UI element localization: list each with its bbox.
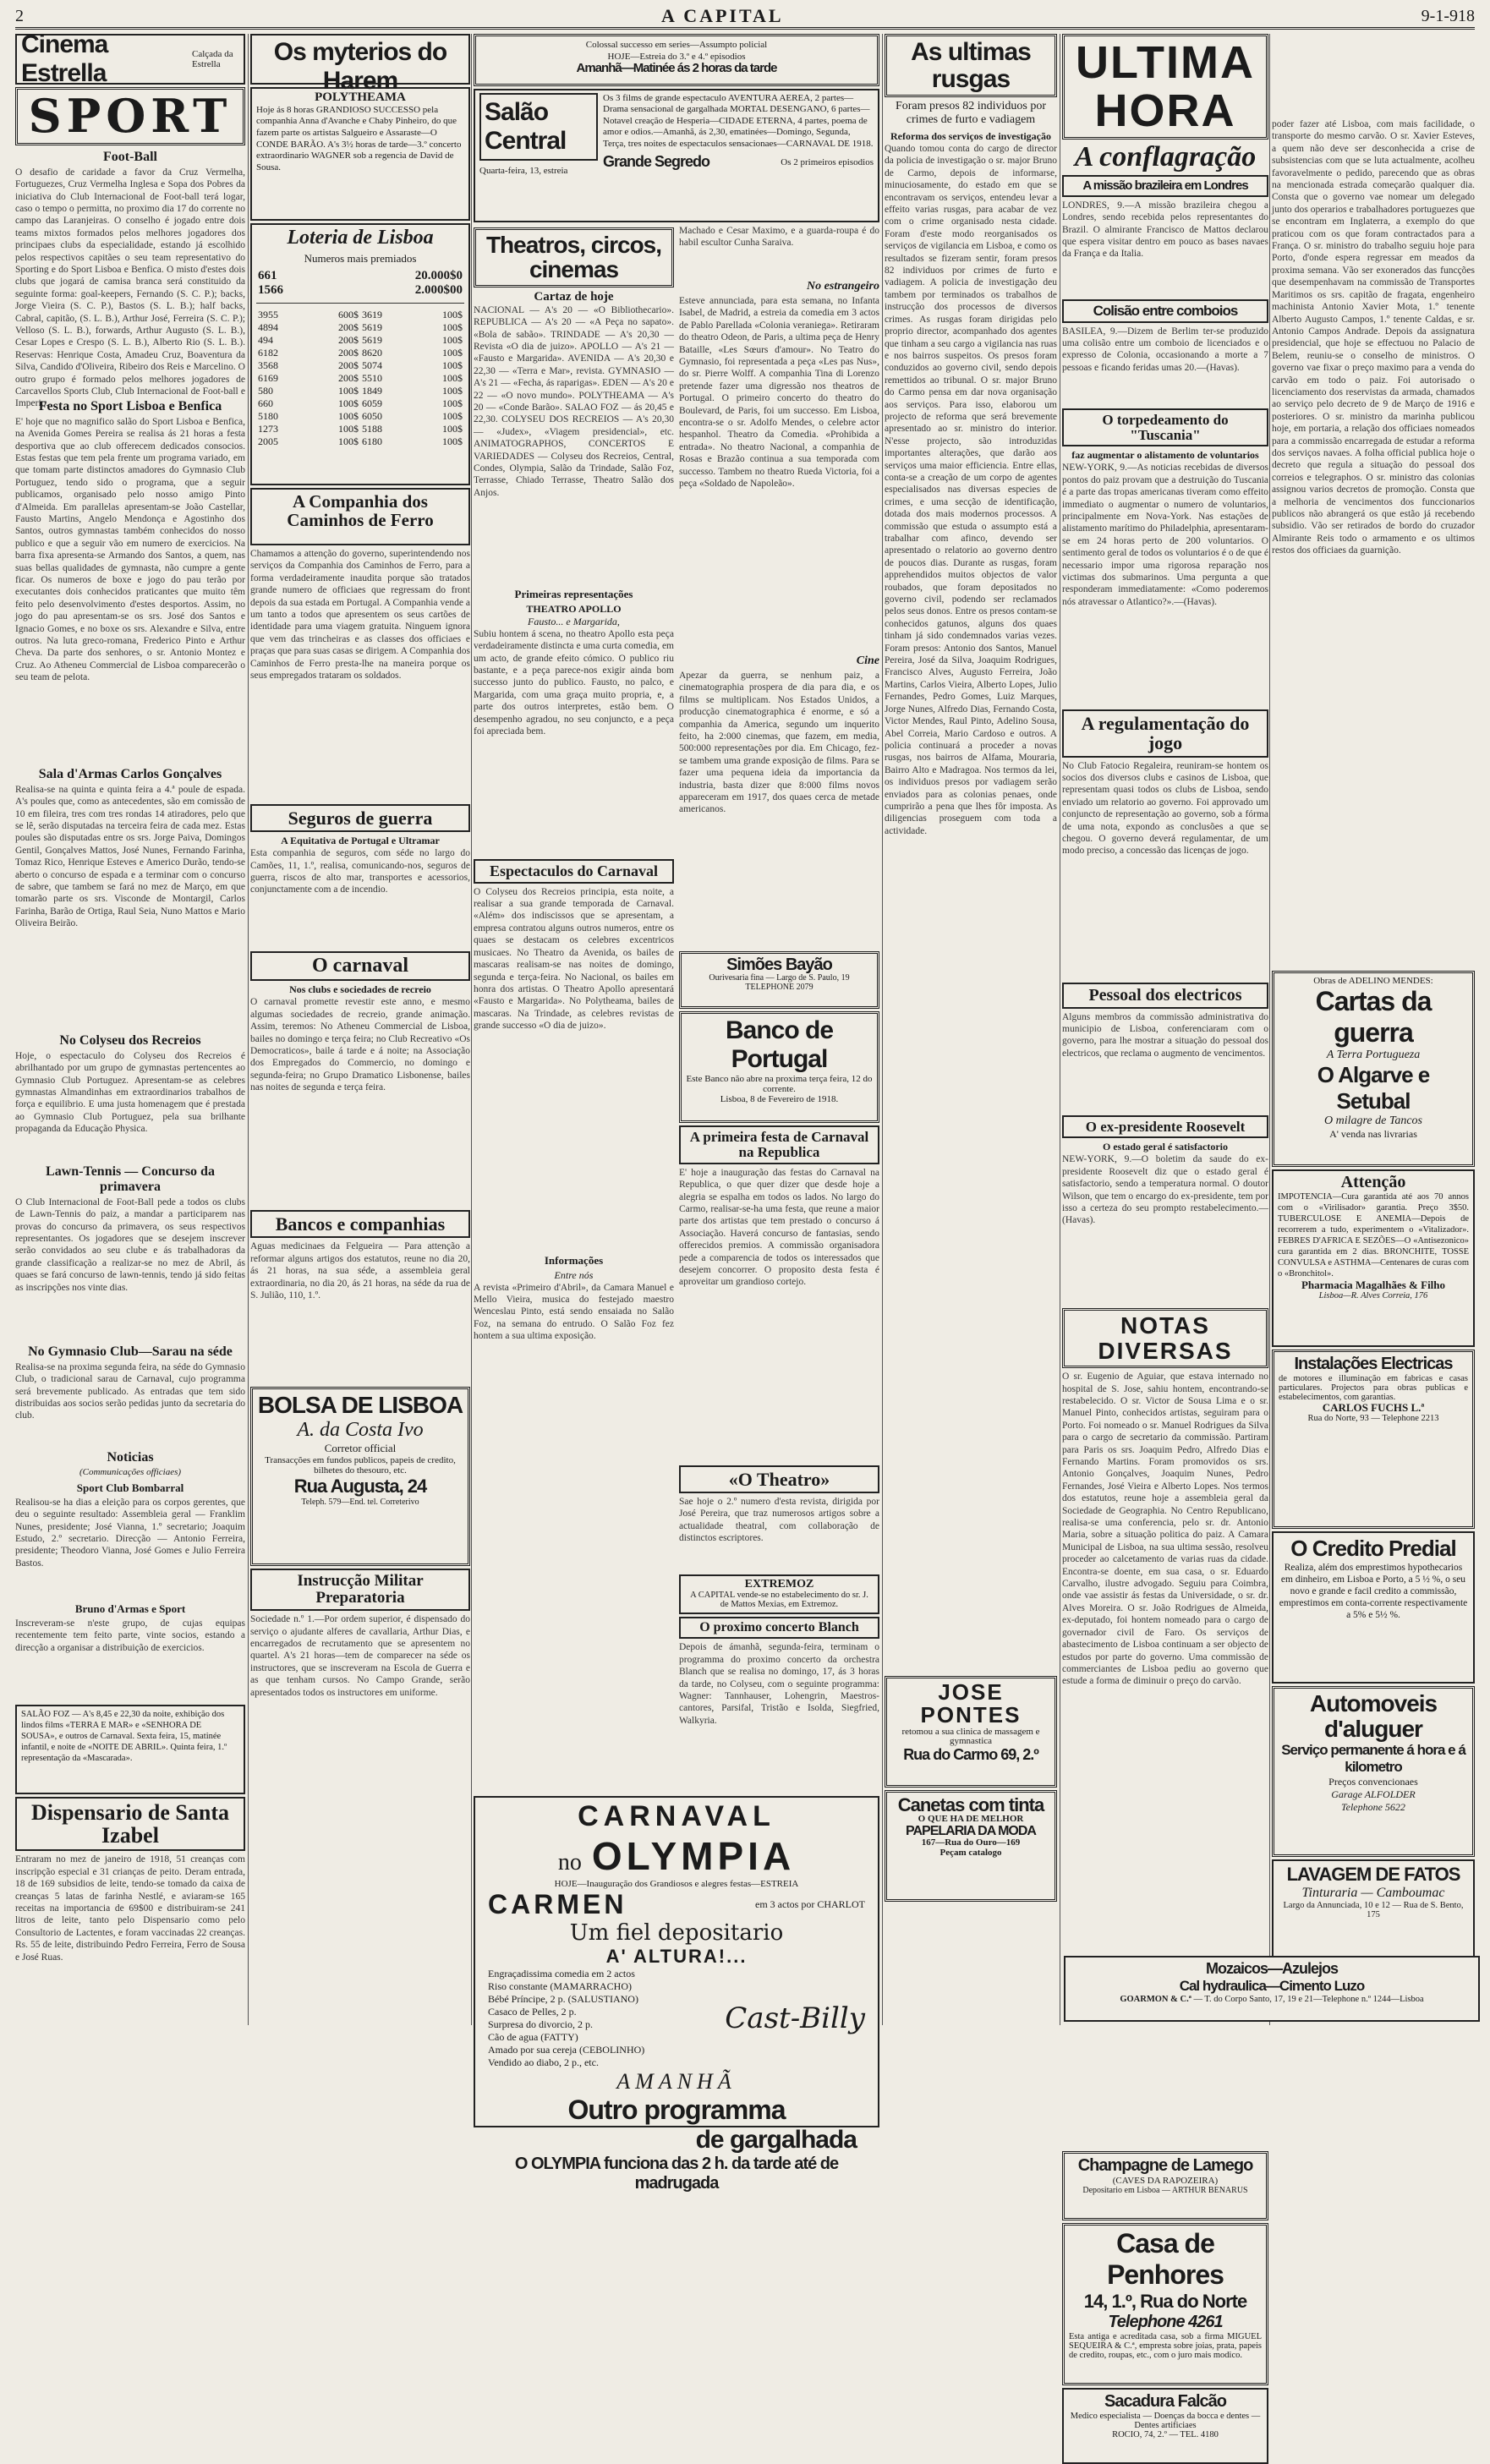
attencao-text: IMPOTENCIA—Cura garantida até aos 70 annos com o «Virilisador» garantia. Preço 3$50. TUBERCULOSE E ANEMIA—Depois de recorrerem a tudo, experimentem o «Vitalizador». FEBRES D'AFRICA E SEZÕES—O «Antisezonico» cura garantida em 2 dias. BRONCHITE, TOSSE CONVULSA e ASTHMA—Centenares de curas com o «Bronchitol». (1278, 1192, 1469, 1279)
table-cell: 661 (258, 269, 277, 283)
roosevelt-subtitle: O estado geral é satisfactorio (1103, 1141, 1228, 1153)
companhia-text: Chamamos a attenção do governo, superintendendo nos serviços da Companhia dos Caminhos de Ferro, para a forma verdadeiramente inaudita porque são tratados grande numero de officiaes que regressam do front depois da sua estada em Portugal. A Companhia vende a um tanto a todos que apresentem os seus cartões de identidade para uma viagem gratuita. Ninguem ignora que vem das trincheiras e as classes dos officiaes e praças que para suas casas se dirigem. A Companhia dos Caminhos de Ferro presta-lhe na maneira porque os seus empregados trataram os soldados. (250, 549, 470, 682)
table-cell: 8620 (362, 347, 382, 359)
loteria-box (250, 223, 470, 485)
canetas-shop: PAPELARIA DA MODA (906, 1823, 1036, 1838)
festa-title: A primeira festa de Carnaval na Republica (679, 1125, 879, 1164)
cinema-line-2: HOJE—Estreia do 3.º e 4.º episodios (607, 52, 746, 62)
bolsa-firm: A. da Costa Ivo (297, 1419, 424, 1442)
cinema-place: Calçada da Estrella (192, 49, 233, 69)
sacadura-text: Medico especialista — Doenças da bocca e dentes — Dentes artificiaes (1070, 2412, 1261, 2431)
table-cell: 100$ (338, 423, 359, 435)
seguros-title: Seguros de guerra (250, 804, 470, 832)
sport-sub-gymnasio: No Gymnasio Club—Sarau na séde (28, 1344, 233, 1359)
issue-date: 9-1-918 (1421, 6, 1475, 25)
carnaval-cast: Cast-Billy (725, 2001, 865, 2036)
bolsa-ad (250, 1387, 470, 1566)
carnaval-col-subtitle: Nos clubs e sociedades de recreio (289, 983, 431, 996)
table-cell: 600$ (338, 309, 359, 321)
missao-title: A missão brazileira em Londres (1062, 175, 1268, 197)
carnaval-foot: O OLYMPIA funciona das 2 h. da tarde até de madrugada (514, 2155, 839, 2193)
table-cell: 2005 (258, 435, 278, 448)
sacadura-title: Sacadura Falcão (1104, 2392, 1226, 2412)
programme-item: Bébé Príncipe, 2 p. (SALUSTIANO) (488, 1993, 638, 2006)
table-cell: 200$ (338, 334, 359, 347)
colisao-text: BASILEA, 9.—Dizem de Berlim ter-se produzido uma colisão entre um comboio de licenciados e o expresso de Colonia, occasionando a morte a 7 pessoas e ficando feridas umas 20.—(Havas). (1062, 326, 1268, 373)
table-cell: 100$ (338, 397, 359, 410)
table-cell: 5188 (362, 423, 382, 435)
column-4 (885, 34, 1057, 2025)
jose-pontes-title: JOSE PONTES (920, 1679, 1022, 1728)
table-cell: 100$ (442, 423, 463, 435)
sport-text-7: Realisou-se ha dias a eleição para os corpos gerentes, que deu o seguinte resultado: Assembleia geral — Franklim Nunes, presidente; José Vianna, 1.º secretario; Joaquim Estudo, 2.º secretario. Direcção — Antonio Ferreira, presidente; Theodoro Vianna, José Gomes e Julio Ferreira Bastos. (15, 1497, 245, 1569)
loteria-title: Loteria de Lisboa (287, 227, 434, 249)
table-cell: 100$ (338, 435, 359, 448)
column-3 (474, 34, 879, 2193)
table-cell: 6169 (258, 372, 278, 385)
mozaicos-line: Cal hydraulica—Cimento Luzo (1179, 1978, 1365, 1994)
salao-central-text: Os 3 films de grande espectaculo AVENTURA AEREA, 2 partes—Drama sensacional de gargalhada MORTAL DESENGANO, 6 partes—Notavel creação de Hesperia—CIDADE ETERNA, 4 partes, poema de amor e odios.—Amanhã, ás 2,30, ematinées—Domingo, Segunda, Terça, tres noites de espectaculos sensacionaes—CARNAVAL DE 1918. (603, 93, 874, 149)
espectaculos-title: Espectaculos do Carnaval (474, 859, 674, 884)
harem-ad (250, 34, 470, 95)
theatros-subtitle: Cartaz de hoje (534, 289, 614, 304)
cinema-line-3: Amanhã—Matinée ás 2 horas da tarde (576, 61, 777, 75)
instrucao-title: Instrucção Militar Preparatoria (250, 1569, 470, 1611)
polytheama-title: POLYTHEAMA (315, 90, 406, 104)
jose-pontes-line: retomou a sua clinica de massagem e gymnastica (901, 1726, 1040, 1747)
notas-text: O sr. Eugenio de Aguiar, que estava internado no hospital de S. Jose, sahiu hontem, encontrando-se restabelecido. O sr. Victor de Sousa Lima e o sr. Manuel Pinto, conhecidos artistas, seguiram para o Porto. Foi nomeado o sr. Manuel Rodrigues da Silva para o cargo de secretario da commissão. Partiram para Paris os srs. Joaquim Pedro, Alfredo Dias e Fernando Martins. Foram promovidos os srs. Antonio Gonçalves, Joaquim Nunes, Pedro Fernandes, José Vieira e Alberto Lopes. Nos termos dos estatutos, reune hoje a assembleia geral da Sociedade de Geographia. No Centro Republicano, realisa-se uma conferencia, pelo sr. dr. Antonio Maria, sobre a situação politica do paiz. A Camara Municipal de Lisboa, na sua ultima sessão, resolveu proceder ao calcetamento de varias ruas da cidade. Encontra-se doente, em sua casa, o sr. Eduardo Carvalho, ilustre advogado. Seguiu para Coimbra, onde vae assistir ás festas da Universidade, o sr. dr. Alves Moreira. O sr. João Rodrigues de Almeida, ex-deputado, foi hontem nomeado para o cargo de governador civil de Faro. Os serviços de abastecimento de Lisboa continuam a ser objecto de estudos por parte do governo. Uma commissão de commerciantes de Lisboa pediu ao governo que estude a forma de diminuir o preço do carvão. (1062, 1372, 1268, 1687)
automoveis-title: Automoveis d'aluguer (1309, 1690, 1438, 1742)
table-cell: 200$ (338, 359, 359, 372)
theatro-title: «O Theatro» (679, 1465, 879, 1493)
instalacoes-firm: CARLOS FUCHS L.ª (1322, 1401, 1425, 1414)
table-cell: 100$ (442, 321, 463, 334)
harem-film-title: Os myterios do Harem (273, 38, 447, 95)
carnaval-line: HOJE—Inauguração dos Grandiosos e alegres festas—ESTREIA (554, 1879, 799, 1890)
table-row (256, 385, 464, 397)
obras-title-2: A Terra Portugueza (1326, 1049, 1421, 1061)
canetas-ad (885, 1790, 1057, 1902)
rusgas-text: Quando tomou conta do cargo de director da policia de investigação o sr. major Bruno de Carmo, depois de informarse, minuciosamente, do estado em que se encontravam os serviços, entendeu levar a effeito varias rusgas, para acabar de vez com o crime organisado nesta cidade. Foram d'este modo reorganisados os serviços de vigilancia em Lisboa, e como os resultados se fizeram sentir, foram presos 82 individuos por crimes de furto e vadiagem. A policia de investigação deu tambem por terminados os trabalhos de instrucção dos processos de diversos crimes. As rusgas foram dirigidas pelo proprio director, acompanhado dos agentes que tinham a seu cargo a vigilancia nas ruas e nos bairros suspeitos. Os presos foram conduzidos ao governo civil, sendo depois remettidos ao tribunal. O sr. major Bruno do Carmo pensa em dar nova organisação aos serviços. Para isso, elaborou um projecto de reforma que será brevemente apresentado ao sr. ministro do interior. N'esse projecto, são introduzidas importantes alterações, que darão aos serviços uma maior efficiencia. Entre ellas, conta-se a creação de um corpo de agentes especialisados nas diversas especies de crimes, e uma secção de identificação, dotada dos mais modernos processos. A commissão que estuda o assumpto está a trabalhar com afinco, devendo ser apresentado o relatorio ao governo dentro de poucos dias. Durante as rusgas, foram apprehendidos muitos objectos de valor roubados, que foram depositados no governo civil, podendo ser reclamados pelos seus donos. Entre os presos contam-se conhecidos gatunos, alguns dos quaes tinham já sido condemnados varias vezes. Foram presos: Antonio dos Santos, Manuel Pereira, José da Silva, Joaquim Rodrigues, Francisco Alves, Augusto Ferreira, João Martins, Carlos Vieira, Alberto Lopes, Julio Fernandes, Pedro Gomes, Luiz Marques, Jorge Nunes, Alfredo Dias, Fernando Costa, Victor Mendes, Raul Pinto, Adelino Sousa, Abel Correia, Mario Cardoso e outros. A policia continuará a proceder a novas rusgas, nos bairros de Alfama, Mouraria, Bairro Alto e Madragoa. Nos termos da lei, os individuos presos por vadiagem serão enviados para as colonias penaes, onde cumprirão a pena que lhes fôr imposta. As diligencias proseguem com toda a actividade. (885, 144, 1057, 836)
estrangeiro-title: No estrangeiro (807, 280, 879, 293)
attencao-pharmacy: Pharmacia Magalhães & Filho (1301, 1279, 1446, 1291)
primeiras-title: Primeiras representações (514, 587, 633, 600)
programme-item: Cão de agua (FATTY) (488, 2031, 578, 2044)
automoveis-garage: Garage ALFOLDER (1331, 1788, 1416, 1800)
ultima-hora-subtitle: A conflagração (1074, 141, 1257, 173)
sport-sub-benfica: Festa no Sport Lisboa e Benfica (38, 398, 222, 413)
instalacoes-ad (1272, 1350, 1475, 1529)
carnaval-gargalhada: de gargalhada (695, 2126, 857, 2155)
sport-text-4: Hoje, o espectaculo do Colyseu dos Recreios é abrilhantado por um grupo de gymnastas pertencentes ao Gymnasio Club Portuguez. Apresentam-se as celebres gymnastas Almandinhas em extraordinarios trabalhos de força e equilibrio. E uma justa homenagem que é prestada ao Gymnasio Club Portuguez, pela sua brilhante propaganda da Educação Physica. (15, 1050, 245, 1135)
casa-penhores-text: Esta antiga e acreditada casa, sob a firma MIGUEL SEQUEIRA & C.ª, empresta sobre joias, prata, papeis de credito, roupas, etc., com o juro mais modico. (1069, 2332, 1262, 2361)
olympia-name: OLYMPIA (591, 1834, 796, 1879)
column-2 (250, 34, 470, 2025)
extremoz-text: A CAPITAL vende-se no estabelecimento do sr. J. de Mattos Mexias, em Extremoz. (690, 1591, 868, 1610)
canetas-address: 167—Rua do Ouro—169 (921, 1837, 1021, 1848)
sport-text-6: Realisa-se na proxima segunda feira, na séde do Gymnasio Club, o tradicional sarau de Carnaval, cujo programma será brevemente publicado. As entradas que tem sido distribuidas aos socios serão pedidas junto da secretaria do club. (15, 1361, 245, 1421)
loteria-subtitle: Numeros mais premiados (304, 252, 417, 266)
cine-text: Apezar da guerra, se nenhum paiz, a cinematographia prospera de dia para dia, e os films se multiplicam. Nos Estados Unidos, a producção cinematographica é enorme, e só a companhia da America, segundo um inquerito feito, ha 2:000 cinemas, que fazem, em media, 500:000 representações por dia. Em Chicago, fez-se tambem uma grande exposição de films. Para se fazer uma pequena ideia da importancia da industria, basta dizer que 8:000 films novos appareceram em 1917, dos quaes cerca de metade americanos. (679, 671, 879, 815)
informacoes-title: Informações (544, 1253, 604, 1267)
table-cell: 580 (258, 385, 273, 397)
informacoes-subtitle: Entre nós (554, 1268, 594, 1281)
primeiras-text: Subiu hontem á scena, no theatro Apollo esta peça verdadeiramente distincta e uma curta comedia, em um acto, de grande efeito cómico. O publico riu bastante, e a peça parece-nos exigir ainda bom successo junto do publico. Fausto, no palco, e Margarida, com uma graça muito propria, e, a parte dos outros interpretes, estão bem. O desempenho agradou, no seu conjuncto, e a peça foi apreciada bem. (474, 628, 674, 737)
table-cell: 200$ (338, 347, 359, 359)
sport-sub-colyseu: No Colyseu dos Recreios (59, 1032, 201, 1048)
salao-central-days: Quarta-feira, 13, estreia (479, 166, 568, 176)
table-row (256, 397, 464, 410)
table-cell: 100$ (442, 385, 463, 397)
carnaval-col-title: O carnaval (250, 951, 470, 981)
salao-central-title: Salão Central (479, 93, 598, 161)
casa-penhores-title: Casa de Penhores (1107, 2228, 1224, 2291)
table-row (256, 269, 464, 283)
lavagem-subtitle: Tinturaria — Camboumac (1301, 1886, 1445, 1900)
table-cell: 4894 (258, 321, 278, 334)
instalacoes-text: de motores e illuminação em fabricas e casas particulares. Projectos para obras publicas e estabelecimentos, com garantias. (1279, 1374, 1468, 1402)
carnaval-amanha: AMANHÃ (616, 2069, 737, 2094)
champagne-subtitle: (CAVES DA RAPOZEIRA) (1112, 2176, 1219, 2187)
table-row (256, 309, 464, 321)
column-1 (15, 30, 245, 2025)
companhia-title: A Companhia dos Caminhos de Ferro (250, 488, 470, 545)
table-cell: 2.000$00 (414, 283, 463, 298)
obras-pre: Obras de ADELINO MENDES: (1313, 976, 1433, 986)
roosevelt-text: NEW-YORK, 9.—O boletim da saude do ex-presidente Roosevelt diz que o estado geral é satisfactorio, sendo a temperatura normal. O doutor Wilson, que tem o encargo do ex-presidente, tem por isso a certeza do seu prompto restabelecimento.—(Havas). (1062, 1154, 1268, 1226)
sport-sub-sala-armas: Sala d'Armas Carlos Gonçalves (38, 766, 222, 781)
obras-ad (1272, 971, 1475, 1167)
carnaval-credit: em 3 actos por CHARLOT (755, 1898, 865, 1911)
theatro-text: Sae hoje o 2.º numero d'esta revista, dirigida por José Pereira, que traz numerosos artigos sobre a actualidade theatral, com collaboração de distinctos escriptores. (679, 1496, 879, 1543)
concerto-text: Depois de ámanhã, segunda-feira, terminam o programma do proximo concerto da orchestra Blanch que se realisa no domingo, 17, ás 3 horas da tarde, no Colyseu, com o seguinte programma: Wagner: Tannhauser, Lohengrin, Maestros-cantores, Parsifal, Tristão e Isolda, Siegfried, Walkyria. (679, 1642, 879, 1726)
lavagem-ad (1272, 1859, 1475, 1961)
cine-title: Cine (856, 654, 879, 667)
banco-title: Banco de Portugal (725, 1016, 834, 1073)
newspaper-name: A CAPITAL (661, 5, 784, 26)
table-cell: 20.000$0 (414, 269, 463, 283)
table-cell: 3955 (258, 309, 278, 321)
regulamentacao-title: A regulamentação do jogo (1062, 709, 1268, 757)
concerto-title: O proximo concerto Blanch (679, 1617, 879, 1640)
automoveis-ad (1272, 1686, 1475, 1857)
bolsa-title: BOLSA DE LISBOA (257, 1392, 463, 1419)
programme-item: Casaco de Pelles, 2 p. (488, 2006, 577, 2018)
rusgas-subtitle-2: Reforma dos serviços de investigação (890, 130, 1051, 142)
casa-penhores-address: 14, 1.º, Rua do Norte (1083, 2291, 1247, 2313)
attencao-ad (1272, 1169, 1475, 1347)
table-cell: 660 (258, 397, 273, 410)
table-cell: 100$ (338, 385, 359, 397)
champagne-title: Champagne de Lamego (1077, 2156, 1253, 2176)
loteria-numbers-table (256, 309, 464, 448)
mozaicos-ad (1064, 1956, 1480, 2022)
sport-sub-noticias: Noticias (107, 1449, 154, 1465)
mozaicos-title: Mozaicos—Azulejos (1205, 1960, 1339, 1977)
mozaicos-address: GOARMON & C.ª — T. do Corpo Santo, 17, 19 e 21—Telephone n.º 1244—Lisboa (1120, 1995, 1424, 2004)
simoes-ad (679, 951, 879, 1009)
sacadura-ad (1062, 2388, 1268, 2464)
instalacoes-title: Instalações Electricas (1294, 1355, 1453, 1373)
cinema-estrella-ad (15, 30, 245, 87)
electricos-title: Pessoal dos electricos (1062, 983, 1268, 1009)
table-cell: 3619 (362, 309, 382, 321)
table-row (256, 321, 464, 334)
simoes-title: Simões Bayão (726, 955, 832, 974)
table-cell: 100$ (442, 334, 463, 347)
table-row (256, 359, 464, 372)
cinema-line-1: Colossal successo em series—Assumpto policial (585, 40, 768, 50)
table-cell: 100$ (442, 359, 463, 372)
carnaval-alerta: A' ALTURA!... (605, 1946, 748, 1968)
estrangeiro-text: Esteve annunciada, para esta semana, no Infanta Isabel, de Madrid, a estreia da comedia em 3 actos de Pablo Parellada «Colonia veraniega». Retiraram do theatro Odeon, de Paris, a ultima peça de Henry Bataille, «Les Sœurs d'amour». No Teatro do Gymnasio, foi representada a peça «Les pas Nus», do sr. Pierre Wolff. A companhia Tina di Lorenzo pretende fazer uma digressão nos theatros de Portugal. O primeiro concerto do theatro do Boulevard, de Paris, foi um successo. Em Lisboa, encontra-se o sr. Adolfo Mendes, o celebre actor hespanhol. Theatro da Comedia. «Prohibida a entrada». No theatro Nacional, a companhia de Rosas e Brazão continua a sua temporada com successo. Tambem no theatro Rueda Victoria, foi a peça «Soldado de Napoleão». (679, 296, 879, 490)
sport-sub-football: Foot-Ball (103, 149, 157, 164)
espectaculos-text: O Colyseu dos Recreios principia, esta noite, a realisar a sua grande temporada de Carnaval. «Além» dos indiscissos que se apresentam, a empresa contratou alguns outros numeros, entre os quaes se destacam os celebres excentricos musicaes. No Theatro da Avenida, os bailes de mascaras realisam-se nas noites de domingo, segunda e terça-feira. No Nacional, os bailes em honra dos artistas. O Theatro Apollo apresentará «Fausto e Margarida». No Polytheama, bailes de mascaras. Na Trindade, as celebres revistas de grande successo «O dia de juizo». (474, 886, 674, 1032)
missao-text: LONDRES, 9.—A missão brazileira chegou a Londres, sendo recebida pelos representantes do Brazil. O almirante Francisco de Mattos declarou que espera visitar dentro em pouco as bases navaes da França e da Italia. (1062, 200, 1268, 260)
table-cell: 100$ (338, 410, 359, 423)
rusgas-title: As ultimas rusgas (885, 34, 1057, 97)
bancos-text: Aguas medicinaes da Felgueira — Para attenção a reformar alguns artigos dos estatutos, reune no dia 20, ás 21 horas, na sua séde, a assembleia geral extraordinaria, no dia 20, ás 21 horas, na séde da rua de S. Julião, 110, 1.º. (250, 1241, 470, 1300)
notas-title: NOTAS DIVERSAS (1062, 1308, 1268, 1368)
table-row (256, 423, 464, 435)
table-cell: 5180 (258, 410, 278, 423)
table-cell: 100$ (442, 397, 463, 410)
table-cell: 1566 (258, 283, 283, 298)
seguros-text: Esta companhia de seguros, com séde no largo do Camões, 11, 1.º, realisa, comunicando-nos, seguros de guerra, riscos de alto mar, transportes e acessorios, conjunctamente com a de incendio. (250, 848, 470, 895)
theatros-list: NACIONAL — A's 20 — «O Bibliothecario». REPUBLICA — A's 20 — «A Peça no sapato». «Bola de sabão». TRINDADE — A's 20,30 — Revista «O dia de juizo». APOLLO — A's 21 — «Fausto e Margarida». AVENIDA — A's 20,30 e 22,30 — «Terra e Mar», revista. GYMNASIO — A's 21 — «Fecha, ás raparigas». EDEN — A's 20 e 22 — «O novo mundo». POLYTHEAMA — A's 20 — «Conde Barão». SALAO FOZ — ás 20,45 e 22,30. COLYSEU DOS RECREIOS — A's 20,30 — «Judex», «Viagem presidencial», etc. ANIMATOGRAPHOS, CONCERTOS E VARIEDADES — Colyseu dos Recreios, Central, Condes, Olympia, Salão da Trindade, Salão Foz, Terrasse, Chiado Terrasse, Theatro Salão dos Anjos. (474, 304, 674, 498)
obras-title-4: O milagre de Tancos (1323, 1114, 1423, 1127)
table-cell: 1273 (258, 423, 278, 435)
column-5 (1062, 34, 1268, 2440)
table-cell: 6050 (362, 410, 382, 423)
programme-item: Riso constante (MAMARRACHO) (488, 1980, 632, 1993)
sport-text-5: O Club Internacional de Foot-Ball pede a todos os clubs de Lawn-Tennis do paiz, a mandar a participarem nas provas do concurso da primavera, os seus respectivos representantes. Os jogadores que se desejem inscrever serão convidados ao seu clube e ás trabalhadoras da grande classificação a realizar-se no mez de Abril, ás quaes se fará concurso de lawn-tennis, tendo já sido feitas as inscripções nos vinte dias. (15, 1196, 245, 1293)
table-row (256, 410, 464, 423)
attencao-title: Attenção (1340, 1173, 1406, 1191)
carnaval-outro: Outro programma (567, 2094, 786, 2126)
jose-pontes-ad (885, 1676, 1057, 1788)
ultima-hora-text: poder fazer até Lisboa, com mais facilidade, o transporte do mesmo carvão. O sr. Xavier Esteves, a quem não deve ser desconhecida a crise de subsistencias com que se luta actualmente, acolheu favoravelmente o pedido, parecendo que as obras na mencionada estrada começarão qualquer dia. Consta que o governo vae nomear um delegado junto dos operarios e trabalhadores portuguezes que se encontram em Inglaterra, a exemplo do que praticou com os que foram contractados para a França. O sr. ministro do trabalho seguiu hoje para Porto, d'onde espera regressar em meados da proxima semana. Vão ser exonerados das funcções que desempenhavam na commissão de Transportes Maritimos os srs. capitão de fragata, engenheiro machinista Antonio Xavier Mota, 1.º tenente Alberto Augusto Campos, 1.º tenente Caldas, e sr. Antonio Campos Andrade. Depois da assignatura presidencial, que hoje se effectuou no Palacio de Belem, reuniu-se o conselho de ministros. O governo vae fixar o preço maximo para a venda do carvão em todo o paiz. Foi autorisado o licenciamento dos reservistas da armada, chamados ao serviço pelo decreto de 9 de Março de 1916 e posteriores. O sr. ministro da marinha publicou hoje, em portaria, a relação dos officiaes nomeados para a commissão encarregada de estudar a reforma dos serviços navaes. A folha official publica hoje o decreto que regula a situação do pessoal dos correios e telegraphos. O sr. ministro das colonias assignou varios decretos de promoção. Consta que a melhoria de vencimentos dos funccionarios publicos não abrangerá os que estão já recebendo subsidio. Vão ser retirados de bordo do cruzador Almirante Reis todo o armamento e os ultimos restos dos officiaes da guarnição. (1272, 119, 1475, 556)
sport-sub-noticias-note: (Communicações officiaes) (79, 1466, 182, 1477)
mozaicos-firm: GOARMON & C.ª (1120, 1995, 1191, 2004)
table-cell: 494 (258, 334, 273, 347)
credito-ad (1272, 1531, 1475, 1684)
extremoz-box (679, 1574, 879, 1614)
torpedeamento-subtitle: faz augmentar o alistamento de voluntarios (1071, 449, 1259, 462)
table-row (256, 283, 464, 298)
programme-item: Engraçadissima comedia em 2 actos (488, 1968, 635, 1980)
seguros-subtitle: A Equitativa de Portugal e Ultramar (281, 835, 440, 847)
table-cell: 200$ (338, 321, 359, 334)
dispensario-title: Dispensario de Santa Izabel (15, 1797, 245, 1852)
table-cell: 100$ (442, 347, 463, 359)
canetas-title: Canetas com tinta (897, 1794, 1044, 1815)
casa-penhores-ad (1062, 2223, 1268, 2385)
salao-central-episodes: Os 2 primeiros episodios (781, 156, 874, 167)
carnaval-col-text: O carnaval promette revestir este anno, e mesmo algumas sociedades de recreio, grande animação. Assim, teremos: No Atheneu Commercial de Lisboa, bailes no domingo e terça feira; no Club Recreativo «Os Democraticos», baile á tarde e á noite; na Associação dos Empregados do Commercio, no domingo e segunda-feira; no Grupo Dramatico Lisbonense, bailes nas noites de segunda e terça feira. (250, 997, 470, 1093)
table-cell: 200$ (338, 372, 359, 385)
table-row (256, 435, 464, 448)
cinema-info-box (474, 34, 879, 86)
carnaval-feature: Um fiel depositario (569, 1920, 784, 1947)
attencao-address: Lisboa—R. Alves Correia, 176 (1318, 1290, 1428, 1300)
ultima-hora-title: ULTIMA HORA (1062, 34, 1268, 140)
bolsa-tel: Teleph. 579—End. tel. Correterivo (301, 1498, 419, 1508)
sport-title: SPORT (15, 87, 245, 145)
simoes-text: Ourivesaria fina — Largo de S. Paulo, 19 (709, 973, 850, 983)
carnaval-film: CARMEN (488, 1889, 627, 1920)
sport-sub-bombarral: Sport Club Bombarral (76, 1481, 184, 1494)
champagne-dep: Depositario em Lisboa — ARTHUR BENARUS (1082, 2186, 1248, 2196)
table-cell: 100$ (442, 435, 463, 448)
sport-text-1: O desafio de caridade a favor da Cruz Vermelha, Fortuguezes, Cruz Vermelha Inglesa e Sopa dos Pobres da iniciativa do Club Internacional de Foot-ball terá logar, caso o tempo o permitta, no proximo dia 17 do corrente no campo das Laranjeiras. O conselho é jogado entre dois teams mixtos formados pelos melhores jogadores dos principaes clubs da especialidade, estando já escolhido pelos respectivos capitães o seu team representativo do Sporting e do Sport Lisboa e Benfica. O misto d'estes dois clubs que jogará de camisa branca será constituido da seguinte forma: goal-keepers, Fernando (S. C. P.); backs, Jorge Vieira (S. C. P.), Bastos (S. L. B.); half backs, Cabral, capitão, (S. L. B.), Arthur José, Ferreira (S. C. P.); Velloso (S. L. B.), forwards, Arthur Augusto (S. L. B.), Cesar Lopes e Crespo (S. L. B.), Alberto Rio (S. L. B.). Reservas: Henrique Costa, Amadeu Cruz, Boaventura da Silva, Candido d'Oliveira, Ribeiro dos Reis e Marcelino. O outro grupo é formado pelos melhores jogadores de Carcavellos Sports Club, Club Internacional de Foot-ball e Imperio. (15, 167, 245, 409)
carnaval-title: CARNAVAL (578, 1800, 775, 1833)
champagne-ad (1062, 2151, 1268, 2220)
obras-title-5: A' venda nas livrarias (1329, 1128, 1417, 1140)
carnaval-olympia-ad: CARNAVAL no OLYMPIA HOJE—Inauguração dos Grandiosos e alegres festas—ESTREIA CARMEN em 3 actos por CHARLOT Um fiel depositario A' ALTURA!... Engraçadissima comedia em 2 actos Riso constante (MAMARRACHO) Bébé Príncipe, 2 p. (SALUSTIANO) Casaco de Pelles, 2 p. Surpresa do divorcio, 2 p. Cão de agua (FATTY) Amado por sua cereja (CEBOLINHO) Vendido ao diabo, 2 p., etc. Cast-Billy AMANHÃ Outro programma de gargalhada O OLYMPIA funciona das 2 h. da tarde até de madrugada (474, 1796, 879, 2127)
obras-title-1: Cartas da guerra (1315, 986, 1432, 1048)
automoveis-tel: Telephone 5622 (1341, 1801, 1405, 1813)
theatros-title: Theatros, circos, cinemas (474, 227, 674, 287)
page-number: 2 (15, 6, 24, 25)
banco-text: Este Banco não abre na proxima terça feira, 12 do corrente. (686, 1074, 873, 1094)
bolsa-role: Corretor official (324, 1442, 397, 1455)
torpedeamento-title: O torpedeamento do "Tuscania" (1062, 408, 1268, 447)
column-6 (1272, 34, 1475, 2025)
primeiras-play: Fausto... e Margarida, (528, 615, 620, 627)
sport-sub-bruno: Bruno d'Armas e Sport (74, 1602, 186, 1615)
colisao-title: Colisão entre comboios (1062, 299, 1268, 323)
credito-text: Realiza, além dos emprestimos hypothecarios em dinheiro, em Lisboa e Porto, a 5 ½ %, o seu novo e grande e facil credito a commissão, emprestimos em conta-corrente respectivamente a 5% e 5½ %. (1279, 1563, 1468, 1620)
dispensario-text: Entraram no mez de janeiro de 1918, 51 creanças com inscripção especial e 31 crianças de peito. Deram entrada, 18 de 169 subsidios de leite, tendo-se tomado da caixa de creanças 5 latas de farinha Nestlé, e aviaram-se 165 receitas na importancia de 69$00 e distribuiram-se 241 litros de leite, tanto pelo Dispensario como pelo Consultorio de Lactentes, e foram vaccinadas 22 creanças. Rs. 55 de leite, distribuindo Pedro Ferreira, Ferro de Sousa e José Ruas. (15, 1854, 245, 1963)
banco-date: Lisboa, 8 de Fevereiro de 1918. (720, 1094, 839, 1104)
primeiras-subtitle: THEATRO APOLLO (526, 602, 622, 615)
extremoz-title: EXTREMOZ (744, 1577, 814, 1591)
bolsa-text: Transacções em fundos publicos, papeis de credito, bilhetes do thesouro, etc. (265, 1455, 456, 1476)
bancos-title: Bancos e companhias (250, 1210, 470, 1238)
carnaval-programme (488, 1968, 716, 2069)
table-cell: 100$ (442, 410, 463, 423)
table-cell: 100$ (442, 372, 463, 385)
mozaicos-address-text: T. do Corpo Santo, 17, 19 e 21—Telephone n.º 1244—Lisboa (1204, 1995, 1424, 2004)
electricos-text: Alguns membros da commissão administrativa do municipio de Lisboa, conferenciaram com o governo, para lhe mostrar a situação do pessoal dos electricos, que reclama o augmento de vencimentos. (1062, 1011, 1268, 1059)
programme-item: Amado por sua cereja (CEBOLINHO) (488, 2044, 645, 2056)
regulamentacao-text: No Club Fatocio Regaleira, reuniram-se hontem os socios dos diversos clubs e casinos de Lisboa, que representam quasi todos os clubs de Lisboa, sendo enviado um relatorio ao governo. Foi approvado um conjuncto de representação ao governo, sob a fórma de uma nota, expondo as conclusões a que se chegou. O governo deverá regulamentar, de um modo preciso, a concessão das licenças de jogo. (1062, 760, 1268, 857)
sport-text-2: E' hoje que no magnifico salão do Sport Lisboa e Benfica, na Avenida Gomes Pereira se realisa ás 21 horas a festa desportiva que ao club offerecem dedicados consocios. Estas festas que tem pela frente um programa variado, em que tomam parte distinctos amadores do Gymnasio Club Portuguez, tendo sido o programa, que a seguir publicamos, organisado pelo nosso amigo Pinto d'Almeida. Em parallelas apresentam-se João Castellar, Fausto Martins, Angelo Mendonça e Agostinho dos Santos, outros gymnastas também conhecidos do nosso publico e que a seguir vão em numero de exercicios. Na barra fixa apresenta-se Armando dos Santos, a quem, nas suas bellas qualidades de gymnasta, não cumpre a gente ficar. Os numeros de boxe e jogo do pau terão por executantes dois conhecidos praticantes que muito têm feito pelo desenvolvimento d'estes desportos. Assim, no jogo do pau apresentam-se os srs. José dos Santos e Ignacio Gomes, e no boxe os srs. Alexandre e Silva, entre outros. Na luta greco-romana, Frederico Pinto e Arthur Cheva. Da parte dos senhores, o sr. Antonio Montez e Cruz. Ao Atheneu Commercial de Lisboa comparecerão o seu team de pelota. (15, 416, 245, 683)
automoveis-line-1: Serviço permanente á hora e á kilometro (1281, 1742, 1465, 1775)
canetas-note: Peçam catalogo (939, 1847, 1002, 1858)
salao-foz-ad: SALÃO FOZ — A's 8,45 e 22,30 da noite, exhibição dos lindos films «TERRA E MAR» e «SENHORA DE SOUSA», e outros de Carnaval. Sexta feira, 15, matinée infantil, e noite de «NOITE DE ABRIL». Quinta feira, 1.º representação da «Mascarada». (15, 1705, 245, 1794)
automoveis-line-2: Preços convencionaes (1328, 1776, 1418, 1788)
table-cell: 6059 (362, 397, 382, 410)
casa-penhores-tel: Telephone 4261 (1108, 2313, 1223, 2332)
table-cell: 6182 (258, 347, 278, 359)
roosevelt-title: O ex-presidente Roosevelt (1062, 1115, 1268, 1139)
table-cell: 5619 (362, 334, 382, 347)
table-row (256, 334, 464, 347)
lavagem-address: Largo da Annunciada, 10 e 12 — Rua de S. Bento, 175 (1283, 1901, 1464, 1919)
loteria-top-table (256, 269, 464, 298)
informacoes-text: A revista «Primeiro d'Abril», da Camara Manuel e Mello Vieira, musica do festejado maestro Wenceslau Pinto, está sendo ensaiada no Salão Foz, na semana do entrudo. O Salão Foz fez hontem a sua ultima exposição. (474, 1282, 674, 1342)
table-cell: 5074 (362, 359, 382, 372)
bolsa-address: Rua Augusta, 24 (293, 1476, 427, 1498)
theatros-text-a: Machado e Cesar Maximo, e a guarda-roupa é do habil escultor Cunha Saraiva. (679, 226, 879, 249)
programme-item: Vendido ao diabo, 2 p., etc. (488, 2056, 599, 2069)
salao-central-film: Grande Segredo (603, 153, 710, 171)
jose-pontes-address: Rua do Carmo 69, 2.º (903, 1745, 1038, 1763)
obras-title-3: O Algarve e Setubal (1317, 1062, 1430, 1114)
sport-text-8: Inscreveram-se n'este grupo, de cujas equipas recentemente tem feito parte, vinte socios, estando a direcção a organisar a distribuição de exercicios. (15, 1618, 245, 1653)
programme-item: Surpresa do divorcio, 2 p. (488, 2018, 593, 2031)
polytheama-text: Hoje ás 8 horas GRANDIOSO SUCCESSO pela companhia Anna d'Avanche e Chaby Pinheiro, do que fazem parte os artistas Salgueiro e Assaraste—O CONDE BARÃO. A's 3½ horas de tarde—3.º concerto extraordinario WAGNER sob a regencia de David de Sousa. (256, 104, 462, 172)
credito-title: O Credito Predial (1290, 1536, 1456, 1561)
canetas-line: O QUE HA DE MELHOR (918, 1814, 1024, 1825)
table-cell: 1849 (362, 385, 382, 397)
table-cell: 5619 (362, 321, 382, 334)
table-cell: 6180 (362, 435, 382, 448)
table-row (256, 372, 464, 385)
torpedeamento-text: NEW-YORK, 9.—As noticias recebidas de diversos pontos do paiz provam que a destruição do Tuscania é a parte das tropas americanas tiveram como effeito immediato o augmentar o numero de voluntarios, principalmente em Nova-York. Nas estações de alistamento marítimo do Philadelphia, apresentaram-se em 24 horas perto de 200 voluntarios. O sentimento geral de todos os voluntarios é o de que é necessario impor uma rigorosa reparação nos victimas dos submarinos. Uma pergunta a que responderam immediatamente: «Como poderemos nós atravessar o Atlantico?».—(Havas). (1062, 463, 1268, 607)
page-header (15, 5, 1475, 30)
table-cell: 3568 (258, 359, 278, 372)
table-cell: 100$ (442, 309, 463, 321)
salao-central-ad (474, 89, 879, 222)
rusgas-subtitle: Foram presos 82 individuos por crimes de furto e vadiagem (895, 100, 1047, 126)
simoes-tel: TELEPHONE 2079 (745, 982, 813, 992)
sacadura-address: ROCIO, 74, 2.º — TEL. 4180 (1112, 2430, 1219, 2440)
cinema-title: Cinema Estrella (21, 30, 108, 87)
banco-portugal-box (679, 1011, 879, 1123)
festa-text: E' hoje a inauguração das festas do Carnaval na Republica, o que quer dizer que desde hoje a alegria se espalha em todos os lados. No largo do Carmo, realisar-se-ha uma festa, que reune a maior parte dos artistas que tem prestado o concurso á Associação. Haverá concurso de fantasias, sendo offerecidos premios. A commissão organisadora pede a comparencia de todos os interessados que desejem concorrer. O proposito desta festa é aproveitar um grandioso cortejo. (679, 1167, 879, 1288)
instrucao-text: Sociedade n.º 1.—Por ordem superior, é dispensado do serviço o ajudante alferes de cavallaria, Arthur Dias, e encarregados de recrutamento que se apresentem no quartel. A's 21 horas—tem de comparecer na séde os instructores, que se inscreveram na Escola de Guerra e as que tenham cursos. No Campo Grande, serão apresentados todos os instructores em uniforme. (250, 1614, 470, 1698)
sport-text-3: Realisa-se na quinta e quinta feira a 4.ª poule de espada. A's poules que, como as antecedentes, são em comissão de 10 em fileira, tres com tres rondas 14 atiradores, pelo que se lê, serão disputadas na terceira feira de cada mez. Estas poules são disputadas entre os srs. Jorge Paiva, Domingos Gentil, Gonçalves Mattos, José Nunes, Fernando Farinha, Tomaz Rico, Henrique Esteves e Americo Durão, tendo-se aberto o concurso de espada e a terminar com o concurso de sabre, que tambem se fará no mez de Março, em que tomarão parte os srs. Visconde de Montargil, Carlos Farinha, Barão de Ortiga, Raul Seia, Nuno Mattos e Mario Oliveira Beirão. (15, 784, 245, 929)
lavagem-title: LAVAGEM DE FATOS (1286, 1864, 1460, 1885)
sport-sub-lawn-tennis: Lawn-Tennis — Concurso da primavera (46, 1164, 215, 1194)
polytheama-ad (250, 87, 470, 221)
table-cell: 5510 (362, 372, 382, 385)
instalacoes-address: Rua do Norte, 93 — Telephone 2213 (1307, 1413, 1439, 1423)
table-row (256, 347, 464, 359)
